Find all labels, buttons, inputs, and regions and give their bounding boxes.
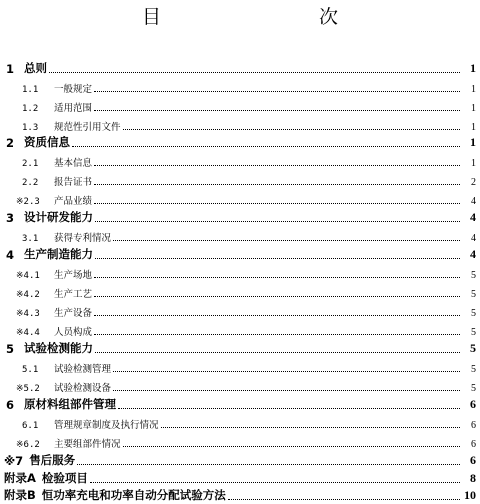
dot-leader — [94, 202, 460, 204]
toc-entry[interactable] — [0, 207, 480, 225]
dot-leader — [94, 164, 460, 166]
entry-page: 5 — [471, 270, 476, 281]
entry-title: 管理规章制度及执行情况 — [54, 420, 159, 431]
entry-title: 主要组部件情况 — [54, 439, 121, 450]
entry-number: ※4.2 — [16, 290, 40, 300]
entry-number: 1.1 — [22, 85, 39, 95]
entry-title: 试验检测管理 — [54, 364, 112, 375]
entry-page: 2 — [471, 177, 476, 188]
entry-title: 生产工艺 — [54, 289, 93, 300]
entry-page: 4 — [471, 196, 476, 207]
dot-leader — [94, 90, 460, 92]
entry-number: 2 — [6, 136, 15, 150]
entry-page: 1 — [470, 135, 476, 149]
entry-title: 适用范围 — [54, 103, 93, 114]
dot-leader — [77, 463, 460, 465]
entry-title: 恒功率充电和功率自动分配试验方法 — [41, 488, 226, 502]
entry-page: 5 — [470, 341, 476, 355]
dot-leader — [90, 481, 460, 483]
entry-number: 5.1 — [22, 365, 39, 375]
entry-number: ※4.3 — [16, 309, 40, 319]
dot-leader — [94, 276, 460, 278]
toc-entry[interactable] — [0, 301, 480, 319]
entry-page: 1 — [470, 61, 476, 75]
toc-entry[interactable] — [0, 226, 480, 244]
toc-entry[interactable] — [0, 394, 480, 412]
entry-number: 1.3 — [22, 123, 39, 133]
entry-title: 报告证书 — [54, 177, 93, 188]
entry-page: 10 — [464, 488, 476, 502]
dot-leader — [72, 145, 460, 147]
entry-number: 6.1 — [22, 421, 39, 431]
toc-entry[interactable] — [0, 413, 480, 431]
entry-page: 6 — [471, 420, 476, 431]
toc-entry[interactable] — [0, 485, 480, 503]
entry-number: 2.2 — [22, 178, 39, 188]
page-title: 目 次 — [141, 6, 378, 28]
entry-title: 总则 — [24, 61, 47, 75]
entry-title: 检验项目 — [41, 471, 88, 485]
entry-page: 5 — [471, 327, 476, 338]
toc-entry[interactable] — [0, 320, 480, 338]
entry-page: 4 — [471, 233, 476, 244]
entry-page: 6 — [470, 453, 476, 467]
dot-leader — [94, 183, 460, 185]
entry-title: 生产设备 — [54, 308, 93, 319]
entry-number: ※6.2 — [16, 440, 40, 450]
entry-title: 人员构成 — [54, 327, 93, 338]
dot-leader — [228, 498, 460, 500]
entry-number: 5 — [6, 342, 15, 356]
dot-leader — [113, 389, 460, 391]
toc-entry[interactable] — [0, 282, 480, 300]
toc-entry[interactable] — [0, 96, 480, 114]
entry-page: 4 — [470, 247, 476, 261]
entry-page: 6 — [470, 397, 476, 411]
entry-page: 1 — [471, 103, 476, 114]
toc-entry[interactable] — [0, 58, 480, 76]
entry-page: 1 — [471, 122, 476, 133]
toc-entry[interactable] — [0, 468, 480, 486]
toc-entry[interactable] — [0, 432, 480, 450]
entry-title: 资质信息 — [24, 135, 70, 149]
dot-leader — [113, 239, 460, 241]
entry-number: 4 — [6, 248, 15, 262]
toc-entry[interactable] — [0, 244, 480, 262]
entry-number: 6 — [6, 398, 15, 412]
toc-entry[interactable] — [0, 151, 480, 169]
entry-title: 售后服务 — [29, 453, 76, 467]
toc-entry[interactable] — [0, 77, 480, 95]
toc-entry[interactable] — [0, 338, 480, 356]
entry-page: 4 — [470, 210, 476, 224]
entry-title: 生产场地 — [54, 270, 93, 281]
toc-entry[interactable] — [0, 263, 480, 281]
toc-entry[interactable] — [0, 357, 480, 375]
dot-leader — [113, 370, 460, 372]
entry-number: ※4.4 — [16, 328, 40, 338]
entry-page: 8 — [470, 471, 476, 485]
entry-page: 6 — [471, 439, 476, 450]
dot-leader — [94, 109, 460, 111]
toc-entry[interactable] — [0, 132, 480, 150]
entry-number: 2.1 — [22, 159, 39, 169]
dot-leader — [95, 351, 460, 353]
dot-leader — [161, 426, 460, 428]
entry-number: 附录A — [4, 471, 36, 485]
entry-title: 产品业绩 — [54, 196, 93, 207]
toc-entry[interactable] — [0, 170, 480, 188]
entry-page: 5 — [471, 383, 476, 394]
entry-title: 生产制造能力 — [24, 247, 93, 261]
entry-number: ※5.2 — [16, 384, 40, 394]
entry-title: 获得专利情况 — [54, 233, 112, 244]
entry-number: ※2.3 — [16, 197, 40, 207]
entry-title: 设计研发能力 — [24, 210, 93, 224]
toc-entry[interactable] — [0, 115, 480, 133]
entry-number: 3.1 — [22, 234, 39, 244]
entry-page: 1 — [471, 84, 476, 95]
entry-page: 1 — [471, 158, 476, 169]
entry-number: 1 — [6, 62, 15, 76]
toc-entry[interactable] — [0, 376, 480, 394]
toc-entry[interactable] — [0, 189, 480, 207]
entry-title: 一般规定 — [54, 84, 93, 95]
entry-page: 5 — [471, 364, 476, 375]
entry-page: 5 — [471, 308, 476, 319]
dot-leader — [95, 220, 460, 222]
dot-leader — [123, 128, 460, 130]
dot-leader — [123, 445, 460, 447]
toc-entry[interactable] — [0, 450, 480, 468]
dot-leader — [94, 333, 460, 335]
entry-number: 1.2 — [22, 104, 39, 114]
dot-leader — [94, 295, 460, 297]
entry-title: 试验检测设备 — [54, 383, 112, 394]
dot-leader — [49, 71, 460, 73]
entry-title: 规范性引用文件 — [54, 122, 121, 133]
entry-number: 3 — [6, 211, 15, 225]
dot-leader — [118, 407, 460, 409]
entry-number: ※7 — [4, 454, 24, 468]
entry-number: 附录B — [4, 488, 36, 502]
entry-title: 原材料组部件管理 — [24, 397, 116, 411]
dot-leader — [94, 314, 460, 316]
entry-page: 5 — [471, 289, 476, 300]
entry-number: ※4.1 — [16, 271, 40, 281]
dot-leader — [95, 257, 460, 259]
entry-title: 试验检测能力 — [24, 341, 93, 355]
entry-title: 基本信息 — [54, 158, 93, 169]
